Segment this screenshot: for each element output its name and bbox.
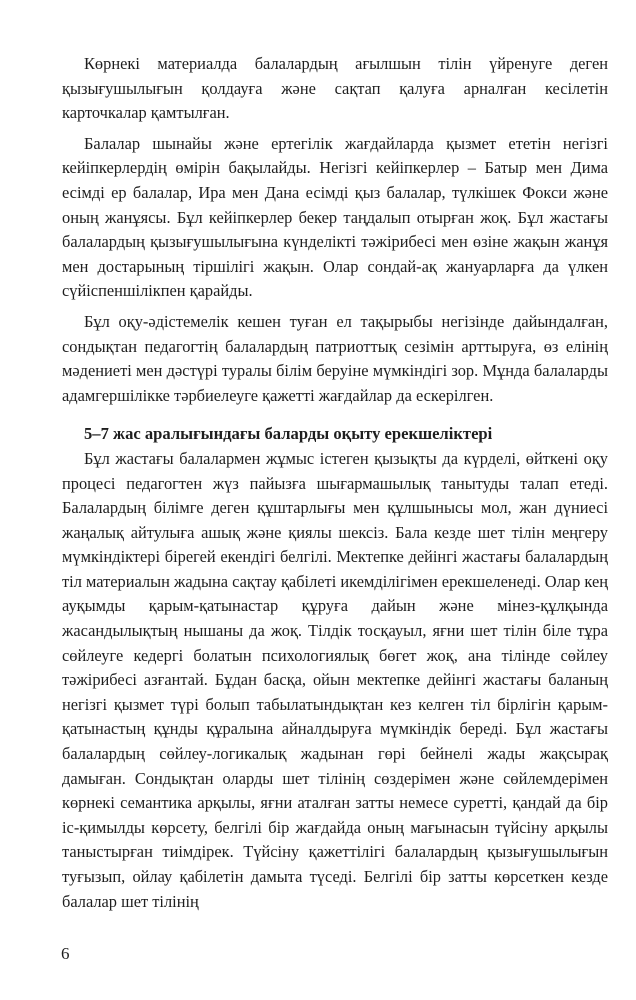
- page-number: 6: [61, 944, 70, 963]
- paragraph-visual-materials: Көрнекі материалда балалардың ағылшын тілін үйренуге деген қызығушылығын қолдауға және сақтап қалуға арналған кесілетін карточкалар қамтылған.: [62, 54, 608, 123]
- page-body: [62, 52, 608, 920]
- paragraph-homeland-theme: Бұл оқу-әдістемелік кешен туған ел тақырыбы негізінде дайындалған, сондықтан педагогтің балалардың патриоттық сезімін арттыруға, өз елінің мәдениеті мен дәстүрі туралы білім беруіне мүмкіндігі зор. Мұнда балаларды адамгершілікке тәрбиелеуге қажетті жағдайлар да ескерілген.: [62, 311, 608, 405]
- paragraph-teaching-features: Бұл жастағы балалармен жұмыс істеген қызықты да күрделі, өйткені оқу процесі педагогтен жүз пайызға шығармашылық танытуды талап етеді. Балалардың білімге деген құштарлығы мен құлшынысы мол, жан дүниесі жаңалық айтулыға ашық және қиялы шексіз. Бала кезде шет тілін меңгеру мүмкіндіктері бірегей екендігі белгілі. Мектепке дейінгі жастағы балалардың тіл материалын жадына сақтау қабілеті икемділігімен ерекшеленеді. Олар кең ауқымды қарым-қатынастар құруға дайын және мінез-құлқында жасандылықтың нышаны да жоқ. Тілдік тосқауыл, яғни шет тілін біле тұра сөйлеуге кедергі болатын психологиялық бөгет жоқ, ана тілінде сөйлеу тәжірибесі азғантай. Бұдан басқа, ойын мектепке дейінгі жастағы баланың негізгі қызмет түрі болып табылатындықтан кез келген тіл бірлігін қарым-қатынастың құнды құралына айналдыруға мүмкіндік береді. Бұл жастағы балалардың сөйлеу-логикалық жадынан гөрі бейнелі жады жақсырақ дамыған. Сондықтан оларды шет тілінің сөздерімен және сөйлемдерімен көрнекі семантика арқылы, яғни аталған затты немесе суретті, қандай да бір іс-қимылды көрсету, белгілі бір жағдайда оның мағынасын түйсіну арқылы таныстырған тиімдірек. Түйсіну қажеттілігі балалардың қызығушылығын туғызып, ойлау қабілетін дамыта түседі. Белгілі бір затты көрсеткен кезде балалар шет тілінің: [62, 448, 608, 911]
- section-heading: 5–7 жас аралығындағы баларды оқыту ерекшеліктері: [84, 424, 493, 444]
- paragraph-main-characters: Балалар шынайы және ертегілік жағдайларда қызмет ететін негізгі кейіпкерлердің өмірін бақылайды. Негізгі кейіпкерлер – Батыр мен Дима есімді ер балалар, Ира мен Дана есімді қыз балалар, түлкішек Фокси және оның жанұясы. Бұл кейіпкерлер бекер таңдалып отырған жоқ. Бұл жастағы балалардың қызығушылығына күнделікті тәжірибесі мен өзіне жақын жанұя мен достарының тіршілігі жақын. Олар сондай-ақ жануарларға да үлкен сүйіспеншілікпен қарайды.: [62, 133, 608, 301]
